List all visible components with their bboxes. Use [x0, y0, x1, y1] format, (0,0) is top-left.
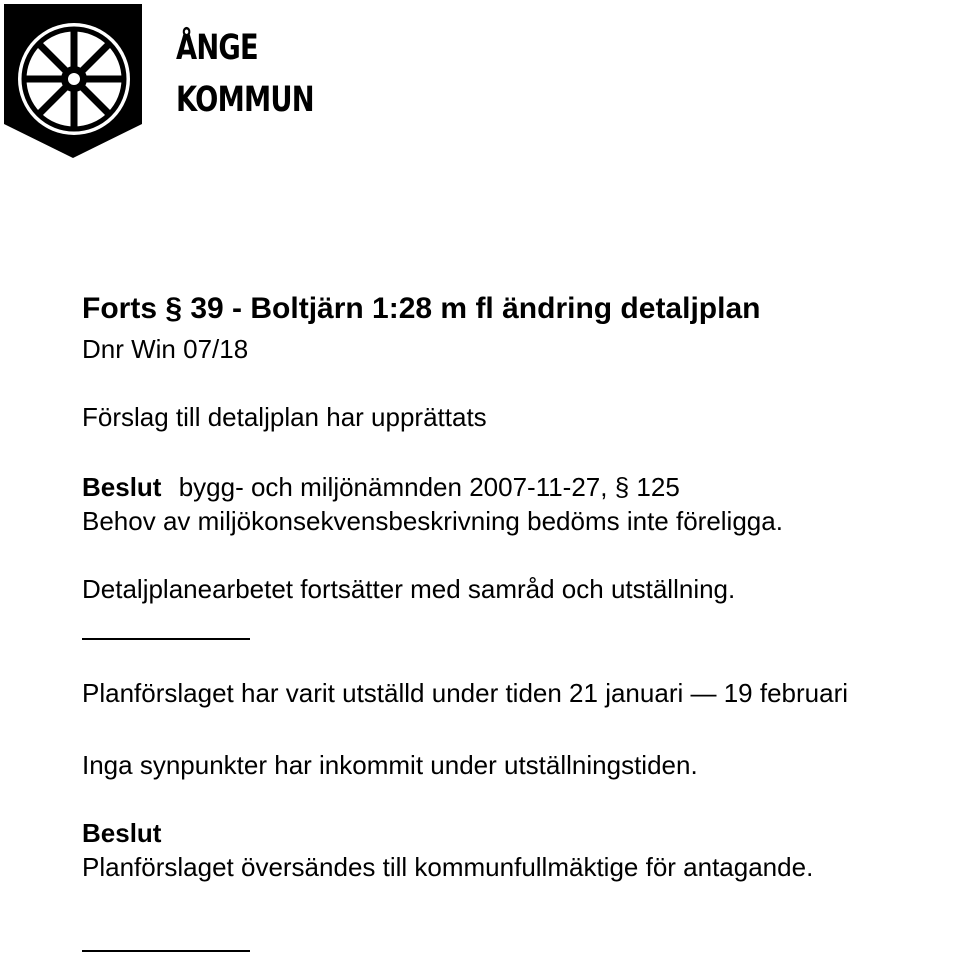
proposal-text: Förslag till detaljplan har upprättats: [82, 402, 487, 432]
logo-text-ange: ÅNGE: [176, 28, 258, 68]
ange-kommun-wheel-emblem-icon: [4, 4, 142, 158]
decision-label-2: Beslut: [82, 818, 162, 848]
decision-line-1: [82, 472, 680, 502]
separator-line-1: [82, 638, 250, 640]
decision-text-1: bygg- och miljönämnden 2007-11-27, § 125: [178, 472, 680, 502]
mkb-need-text: Behov av miljökonsekvensbeskrivning bedöms inte föreligga.: [82, 506, 783, 536]
no-comments-text: Inga synpunkter har inkommit under utställningstiden.: [82, 750, 698, 780]
document-title: Forts § 39 - Boltjärn 1:28 m fl ändring detaljplan: [82, 292, 761, 325]
logo-text-kommun: KOMMUN: [176, 80, 314, 120]
continues-text: Detaljplanearbetet fortsätter med samråd och utställning.: [82, 574, 736, 604]
diary-number: Dnr Win 07/18: [82, 334, 249, 364]
exhibition-period-text: Planförslaget har varit utställd under tiden 21 januari — 19 februari: [82, 678, 848, 708]
decision-label-1: Beslut: [82, 472, 162, 502]
separator-line-2: [82, 950, 250, 952]
decision-text-2: Planförslaget översändes till kommunfullmäktige för antagande.: [82, 852, 814, 882]
